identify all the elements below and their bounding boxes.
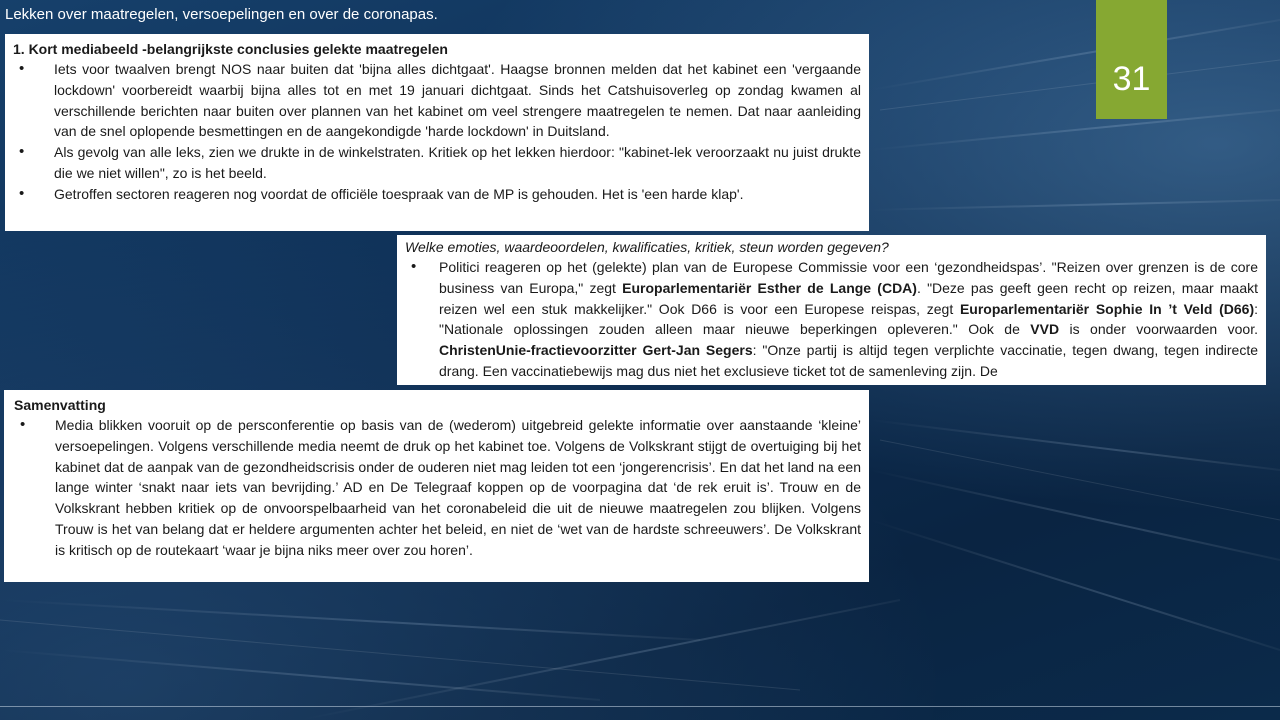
excerpt-heading: Samenvatting	[14, 397, 106, 413]
list-item: • Als gevolg van alle leks, zien we drukte in de winkelstraten. Kritiek op het lekken hierdoor: "kabinet-lek veroorzaakt nu juist drukte die we niet willen", zo is het beeld.	[13, 142, 861, 184]
page-number: 31	[1112, 60, 1151, 98]
media-summary-excerpt	[5, 34, 869, 231]
list-item: • Getroffen sectoren reageren nog voordat de officiële toespraak van de MP is gehouden. Het is 'een harde klap'.	[13, 184, 861, 205]
bold-run: Europarlementariër Esther de Lange (CDA)	[622, 279, 917, 296]
list-item: • Iets voor twaalven brengt NOS naar buiten dat 'bijna alles dichtgaat'. Haagse bronnen melden dat het kabinet een 'vergaande lockdown' voorbereidt waarbij bijna alles tot en met 19 januari dichtgaat. Sinds het Catshuisoverleg op zondag kwamen al verschillende berichten naar buiten over plannen van het kabinet om veel strengere maatregelen te nemen. Dat naar aanleiding van de snel oplopende besmettingen en de aangekondigde 'harde lockdown' in Duitsland.	[13, 59, 861, 142]
summary-excerpt	[4, 390, 869, 582]
bullet-list	[14, 415, 861, 561]
excerpt-heading: 1. Kort mediabeeld -belangrijkste conclusies gelekte maatregelen	[13, 41, 448, 57]
excerpt-heading: Welke emoties, waardeoordelen, kwalificaties, kritiek, steun worden gegeven?	[405, 239, 889, 255]
list-item: • Media blikken vooruit op de persconferentie op basis van de (wederom) uitgebreid gelekte informatie over aanstaande ‘kleine’ versoepelingen. Volgens verschillende media neemt de druk op het kabinet toe. Volgens de Volkskrant stijgt de overtuiging bij het kabinet dat de aanpak van de gezondheidscrisis onder de ouderen niet mag leiden tot een ‘jongerencrisis’. En dat het land na een lange winter ‘snakt naar iets van bevrijding.’ AD en De Telegraaf koppen op de voorpagina dat ‘de rek eruit is’. Trouw en de Volkskrant hebben kritiek op de onvoorspelbaarheid van het coronabeleid die uit de nieuwe maatregelen zou blijken. Volgens Trouw is het van belang dat er heldere argumenten achter het beleid, en niet de ‘wet van de hardste schreeuwers’. De Volkskrant is kritisch op de routekaart ‘waar je bijna niks meer over zou horen’.	[14, 415, 861, 561]
bold-run: Europarlementariër Sophie In ’t Veld (D66)	[959, 300, 1255, 317]
footer-divider	[0, 706, 1280, 707]
page-number-badge	[1096, 0, 1167, 119]
reactions-excerpt	[397, 235, 1266, 385]
text-run: . "Deze pas geeft geen recht op reizen, maar maakt reizen wel een stuk makkelijker." Ook D66 is voor een Europese reispas, zegt	[439, 279, 1259, 317]
list-item	[405, 257, 1258, 382]
bold-run: ChristenUnie-fractievoorzitter Gert-Jan Segers	[439, 342, 753, 359]
text-run: : "Onze partij is altijd tegen verplichte vaccinatie, tegen dwang, tegen indirecte drang. Een vaccinatiebewijs mag dus niet het exclusieve ticket tot de samenleving zijn. De	[439, 342, 1258, 379]
slide-title: Lekken over maatregelen, versoepelingen en over de coronapas.	[5, 6, 438, 23]
bullet-list	[13, 59, 861, 205]
bold-run: VVD	[1030, 321, 1060, 338]
text-run: is onder voorwaarden voor.	[1059, 321, 1258, 338]
bullet-list	[405, 257, 1258, 382]
text-run: Politici reageren op het (gelekte) plan van de Europese Commissie voor een ‘gezondheidspas’. "Reizen over grenzen is de core business van Europa," zegt	[439, 259, 1258, 296]
text-run: : "Nationale oplossingen zouden alleen maar nieuwe beperkingen opleveren." Ook de	[439, 300, 1259, 338]
